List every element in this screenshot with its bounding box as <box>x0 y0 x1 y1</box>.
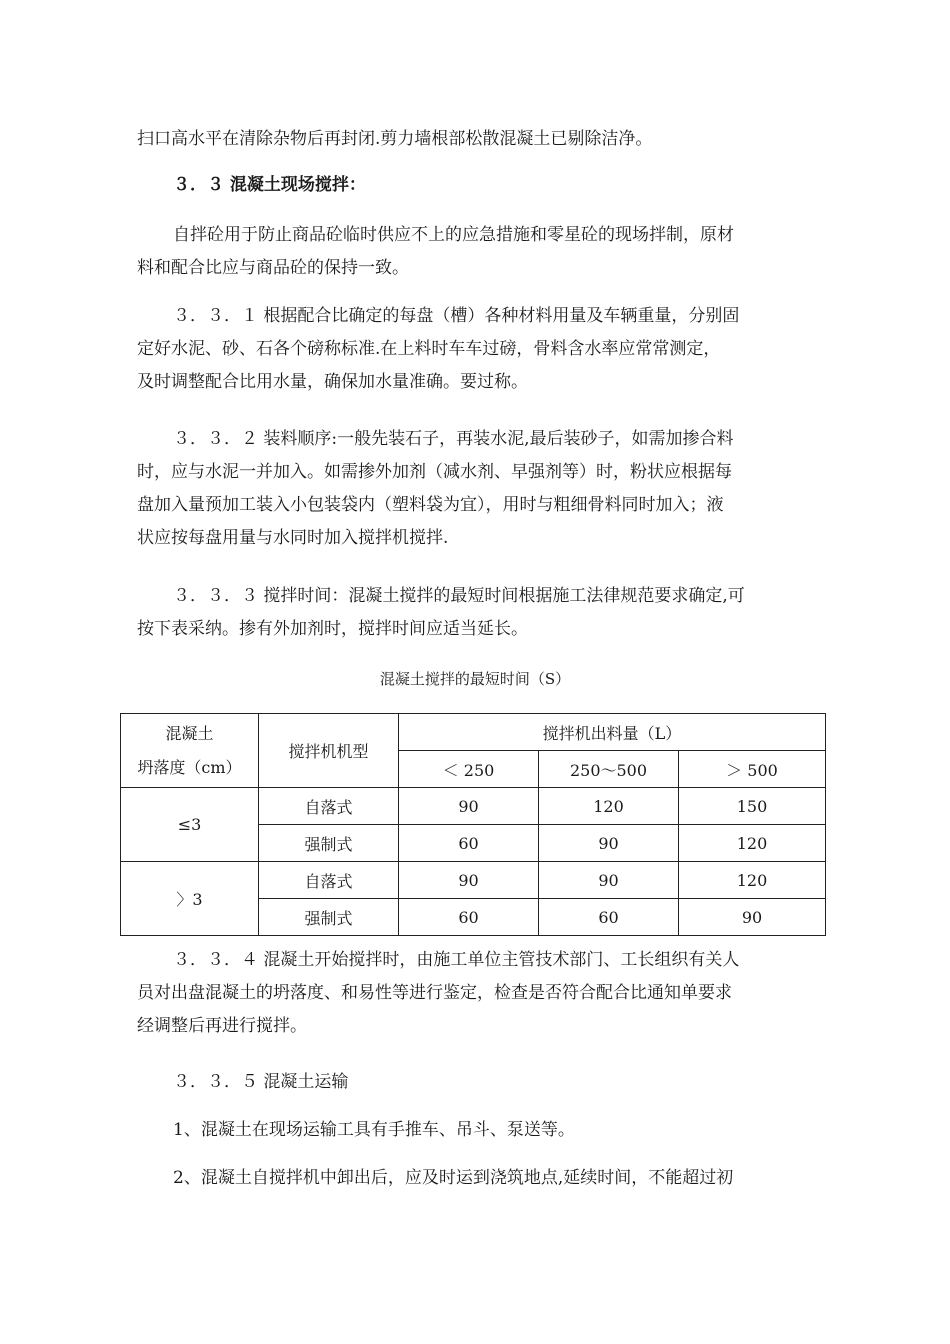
table-caption: 混凝土搅拌的最短时间（S） <box>379 670 571 688</box>
paragraph-3-3-3 <box>137 580 827 646</box>
time-cell: 90 <box>539 825 679 862</box>
section-heading-3-3 <box>173 169 863 202</box>
header-col-lt250: ＜ 250 <box>399 751 539 788</box>
slump-cell: ≤3 <box>121 788 259 862</box>
paragraph-line: ３．３ 混凝土现场搅拌： <box>173 175 366 195</box>
list-item-2 <box>173 1162 863 1195</box>
paragraph-line: 定好水泥、砂、石各个磅称标准.在上料时车车过磅，骨料含水率应常常测定， <box>137 339 721 359</box>
mixer-type-cell: 自落式 <box>259 862 399 899</box>
paragraph-line: ３．３．５ 混凝土运输 <box>173 1072 349 1092</box>
header-output: 搅拌机出料量（L） <box>399 714 826 751</box>
time-cell: 120 <box>679 825 826 862</box>
paragraph-line: 按下表采纳。掺有外加剂时，搅拌时间应适当延长。 <box>137 619 528 639</box>
paragraph-line: 1、混凝土在现场运输工具有手推车、吊斗、泵送等。 <box>173 1120 575 1140</box>
paragraph-line: ３．３．１ 根据配合比确定的每盘（槽）各种材料用量及车辆重量，分别固 <box>173 306 740 326</box>
paragraph-line: 2、混凝土自搅拌机中卸出后，应及时运到浇筑地点,延续时间，不能超过初 <box>173 1168 734 1188</box>
paragraph-line: ３．３．４ 混凝土开始搅拌时，由施工单位主管技术部门、工长组织有关人 <box>173 950 740 970</box>
list-item-1 <box>173 1114 863 1147</box>
time-cell: 90 <box>399 862 539 899</box>
paragraph-line: 员对出盘混凝土的坍落度、和易性等进行鉴定，检查是否符合配合比通知单要求 <box>137 983 732 1003</box>
paragraph-line: 自拌砼用于防止商品砼临时供应不上的应急措施和零星砼的现场拌制，原材 <box>173 225 734 245</box>
paragraph-3-3-1 <box>137 300 827 399</box>
mixer-type-cell: 强制式 <box>259 825 399 862</box>
time-cell: 90 <box>399 788 539 825</box>
mixer-type-cell: 自落式 <box>259 788 399 825</box>
paragraph-line: 状应按每盘用量与水同时加入搅拌机搅拌. <box>137 528 449 548</box>
time-cell: 90 <box>679 899 826 936</box>
header-col-250-500: 250～500 <box>539 751 679 788</box>
mixer-type-cell: 强制式 <box>259 899 399 936</box>
table-row <box>121 862 826 899</box>
paragraph-line: 时，应与水泥一并加入。如需掺外加剂（减水剂、早强剂等）时，粉状应根据每 <box>137 462 732 482</box>
mixing-time-table <box>120 713 826 936</box>
header-mixer-type: 搅拌机机型 <box>259 714 399 788</box>
time-cell: 120 <box>539 788 679 825</box>
paragraph-line: ３．３．３ 搅拌时间：混凝土搅拌的最短时间根据施工法律规范要求确定,可 <box>173 586 745 606</box>
slump-cell: 〉3 <box>121 862 259 936</box>
time-cell: 150 <box>679 788 826 825</box>
paragraph-line: 扫口高水平在清除杂物后再封闭.剪力墙根部松散混凝土已剔除洁净。 <box>137 129 653 149</box>
time-cell: 90 <box>539 862 679 899</box>
table-row <box>121 788 826 825</box>
time-cell: 60 <box>399 825 539 862</box>
paragraph-3-3-5 <box>173 1066 863 1099</box>
paragraph-3-3-4 <box>137 944 827 1043</box>
time-cell: 120 <box>679 862 826 899</box>
paragraph-self-mix <box>137 219 827 285</box>
paragraph-line: 及时调整配合比用水量，确保加水量准确。要过称。 <box>137 372 528 392</box>
header-slump: 混凝土 坍落度（cm） <box>121 714 259 788</box>
paragraph-line: 经调整后再进行搅拌。 <box>137 1016 307 1036</box>
header-col-gt500: ＞ 500 <box>679 751 826 788</box>
time-cell: 60 <box>539 899 679 936</box>
paragraph-line: ３．３．２ 装料顺序:一般先装石子，再装水泥,最后装砂子，如需加掺合料 <box>173 429 734 449</box>
time-cell: 60 <box>399 899 539 936</box>
paragraph-3-3-2 <box>137 423 827 555</box>
paragraph-intro <box>137 123 827 156</box>
paragraph-line: 料和配合比应与商品砼的保持一致。 <box>137 258 409 278</box>
paragraph-line: 盘加入量预加工装入小包装袋内（塑料袋为宜），用时与粗细骨料同时加入；液 <box>137 495 724 515</box>
